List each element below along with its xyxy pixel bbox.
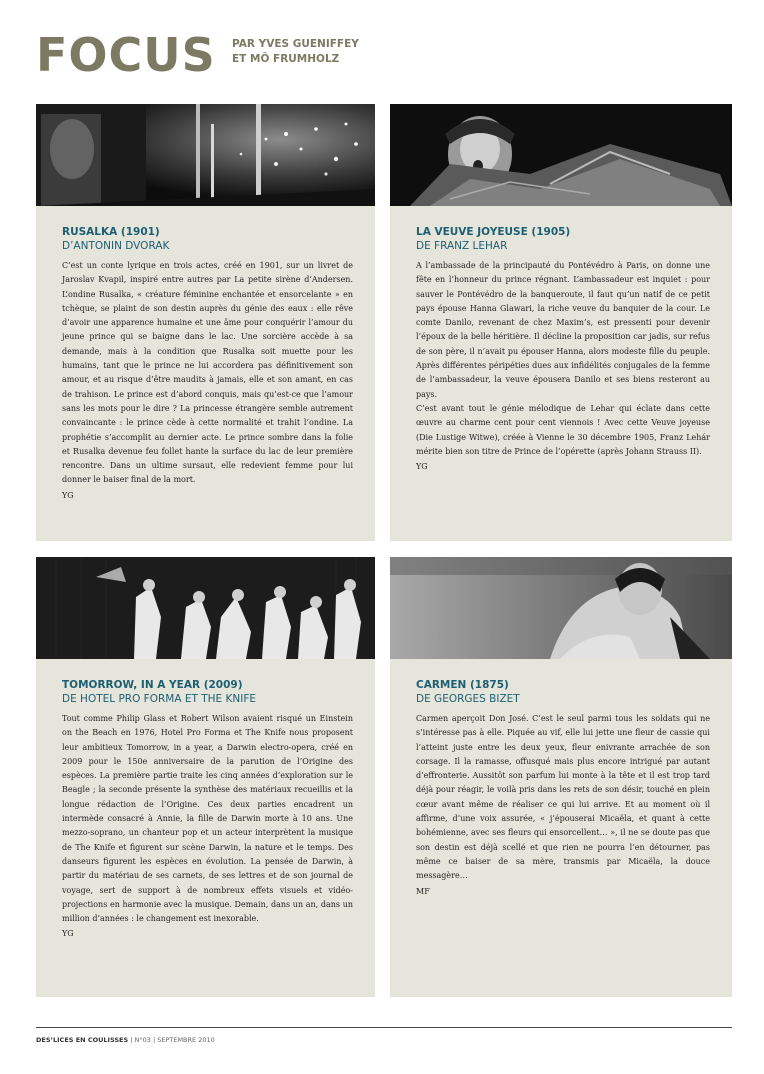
carmen-photo bbox=[390, 557, 732, 659]
article-text: A l’ambassade de la principauté du Pontévédro à Paris, on donne une fête en l’honneur du prince régnant. L’ambassadeur est inquiet : pour sauver le Pontévédro de la banqueroute, il faut qu’un natif de ce petit pays épouse Hanna Glawari, la riche veuve du banquier de la cour. Le comte Danilo, revenant de chez Maxim’s, est pressenti pour devenir l’époux de la belle héritière. Il décline la proposition car jadis, sur refus de son père, il n’avait pu épouser Hanna, alors modeste fille du peuple. Après différentes péripéties dues aux infidélités conjugales de la femme de l’ambassadeur, la veuve épousera Danilo et ses biens resteront au pays. bbox=[416, 261, 710, 399]
tomorrow-body bbox=[62, 678, 353, 941]
article-subtitle: DE GEORGES BIZET bbox=[416, 693, 520, 705]
article-text-2: C’est avant tout le génie mélodique de Lehar qui éclate dans cette œuvre au charme cent pour cent viennois ! Avec cette Veuve joyeuse (Die Lustige Witwe), créée à Vienne le 30 décembre 1905, Franz Lehár mérite bien son titre de Prince de l’opérette (après Johann Strauss II). bbox=[416, 403, 710, 456]
article-card-tomorrow bbox=[36, 557, 375, 997]
veuve-photo bbox=[390, 104, 732, 206]
carmen-photo-image bbox=[390, 557, 732, 659]
article-subtitle: DE FRANZ LEHAR bbox=[416, 240, 508, 252]
byline-line-1: PAR YVES GUENIFFEY bbox=[232, 38, 359, 50]
tomorrow-photo bbox=[36, 557, 375, 659]
veuve-body bbox=[416, 225, 710, 474]
rusalka-photo-image bbox=[36, 104, 375, 206]
article-signature: YG bbox=[416, 462, 428, 472]
article-subtitle: D’ANTONIN DVORAK bbox=[62, 240, 170, 252]
article-signature: YG bbox=[62, 490, 74, 500]
article-subtitle: DE HOTEL PRO FORMA ET THE KNIFE bbox=[62, 693, 257, 705]
article-text: Tout comme Philip Glass et Robert Wilson avaient risqué un Einstein on the Beach en 1976, Hotel Pro Forma et The Knife nous proposent leur ambitieux Tomorrow, in a year, a Darwin electro-opera, créé en 2009 pour le 150e anniversaire de la parution de l’Origine des espèces. La première partie traite les cinq années d’exploration sur le Beagle ; la seconde présente la synthèse des matériaux recueillis et la longue rédaction de l’Origine. Ces deux parties encadrent un intermède consacré à Annie, la fille de Darwin morte à 10 ans. Une mezzo-soprano, un chanteur pop et un acteur interprètent la musique de The Knife et figurent sur scène Darwin, la nature et le temps. Des danseurs figurent les espèces en évolution. La pensée de Darwin, à partir du matériau de ses carnets, de ses lettres et de son journal de voyage, sert de support à de nombreux effets visuels et vidéo-projections en harmonie avec la musique. Demain, dans un an, dans un million d’années : le changement est inexorable. bbox=[62, 714, 353, 924]
footer-issue: | N°03 | SEPTEMBRE 2010 bbox=[130, 1036, 215, 1044]
article-signature: MF bbox=[416, 886, 430, 896]
carmen-body bbox=[416, 678, 710, 899]
footer-publication: DES’LICES EN COULISSES bbox=[36, 1036, 129, 1044]
article-title: CARMEN (1875) bbox=[416, 679, 509, 691]
article-text: Carmen aperçoit Don José. C’est le seul parmi tous les soldats qui ne s’intéresse pas à elle. Piquée au vif, elle lui jette une fleur de cassie qui l’atteint juste entre les deux yeux, fleur enivrante arrachée de son corsage. Il la ramasse, offusqué mais plus encore intrigué par autant d’effronterie. Aussitôt son parfum lui monte à la tête et il est trop tard déjà pour réagir, le voilà pris dans les rets de son désir, touché en plein cœur avant même de réaliser ce qui lui arrive. Et au moment où il affirme, d’une voix assurée, « j’épouserai Micaëla, et quant à cette bohémienne, avec ses fleurs qui ensorcellent… », il ne se doute pas que son destin est déjà scellé et que rien ne pourra l’en détourner, pas même ce baiser de sa mère, transmis par Micaëla, la douce messagère… bbox=[416, 714, 710, 881]
rusalka-photo bbox=[36, 104, 375, 206]
article-card-rusalka bbox=[36, 104, 375, 541]
byline bbox=[232, 37, 359, 67]
article-title: TOMORROW, IN A YEAR (2009) bbox=[62, 679, 243, 691]
footer-divider bbox=[36, 1027, 732, 1028]
article-card-veuve-joyeuse bbox=[390, 104, 732, 541]
article-signature: YG bbox=[62, 929, 74, 939]
article-title: RUSALKA (1901) bbox=[62, 226, 160, 238]
article-card-carmen bbox=[390, 557, 732, 997]
page-footer bbox=[36, 1036, 215, 1044]
page-title: FOCUS bbox=[36, 28, 216, 82]
veuve-photo-image bbox=[390, 104, 732, 206]
rusalka-body bbox=[62, 225, 353, 503]
byline-line-2: ET MÔ FRUMHOLZ bbox=[232, 53, 340, 65]
article-title: LA VEUVE JOYEUSE (1905) bbox=[416, 226, 571, 238]
article-text: C’est un conte lyrique en trois actes, créé en 1901, sur un livret de Jaroslav Kvapil, inspiré entre autres par La petite sirène d’Andersen. L’ondine Rusalka, « créature féminine enchantée et ensorcelante » en tchèque, se plaint de son destin auprès du génie des eaux : elle rêve d’avoir une apparence humaine et une âme pour conquérir l’amour du jeune prince qui se baigne dans le lac. Une sorcière accède à sa demande, mais à la condition que Rusalka soit muette pour les humains, tant que le prince ne lui accordera pas définitivement son amour, et au risque d’être maudits à jamais, elle et son amant, en cas de trahison. Le prince est d’abord conquis, mais qu’est-ce que l’amour sans les mots pour le dire ? La princesse étrangère semble autrement convaincante : le prince cède à cette normalité et trahit l’ondine. La prophétie s’accomplit au dernier acte. Le prince sombre dans la folie et Rusalka devenue feu follet hante la surface du lac de leur première rencontre. Dans un ultime sursaut, elle redevient femme pour lui donner le baiser final de la mort. bbox=[62, 261, 353, 485]
tomorrow-photo-image bbox=[36, 557, 375, 659]
